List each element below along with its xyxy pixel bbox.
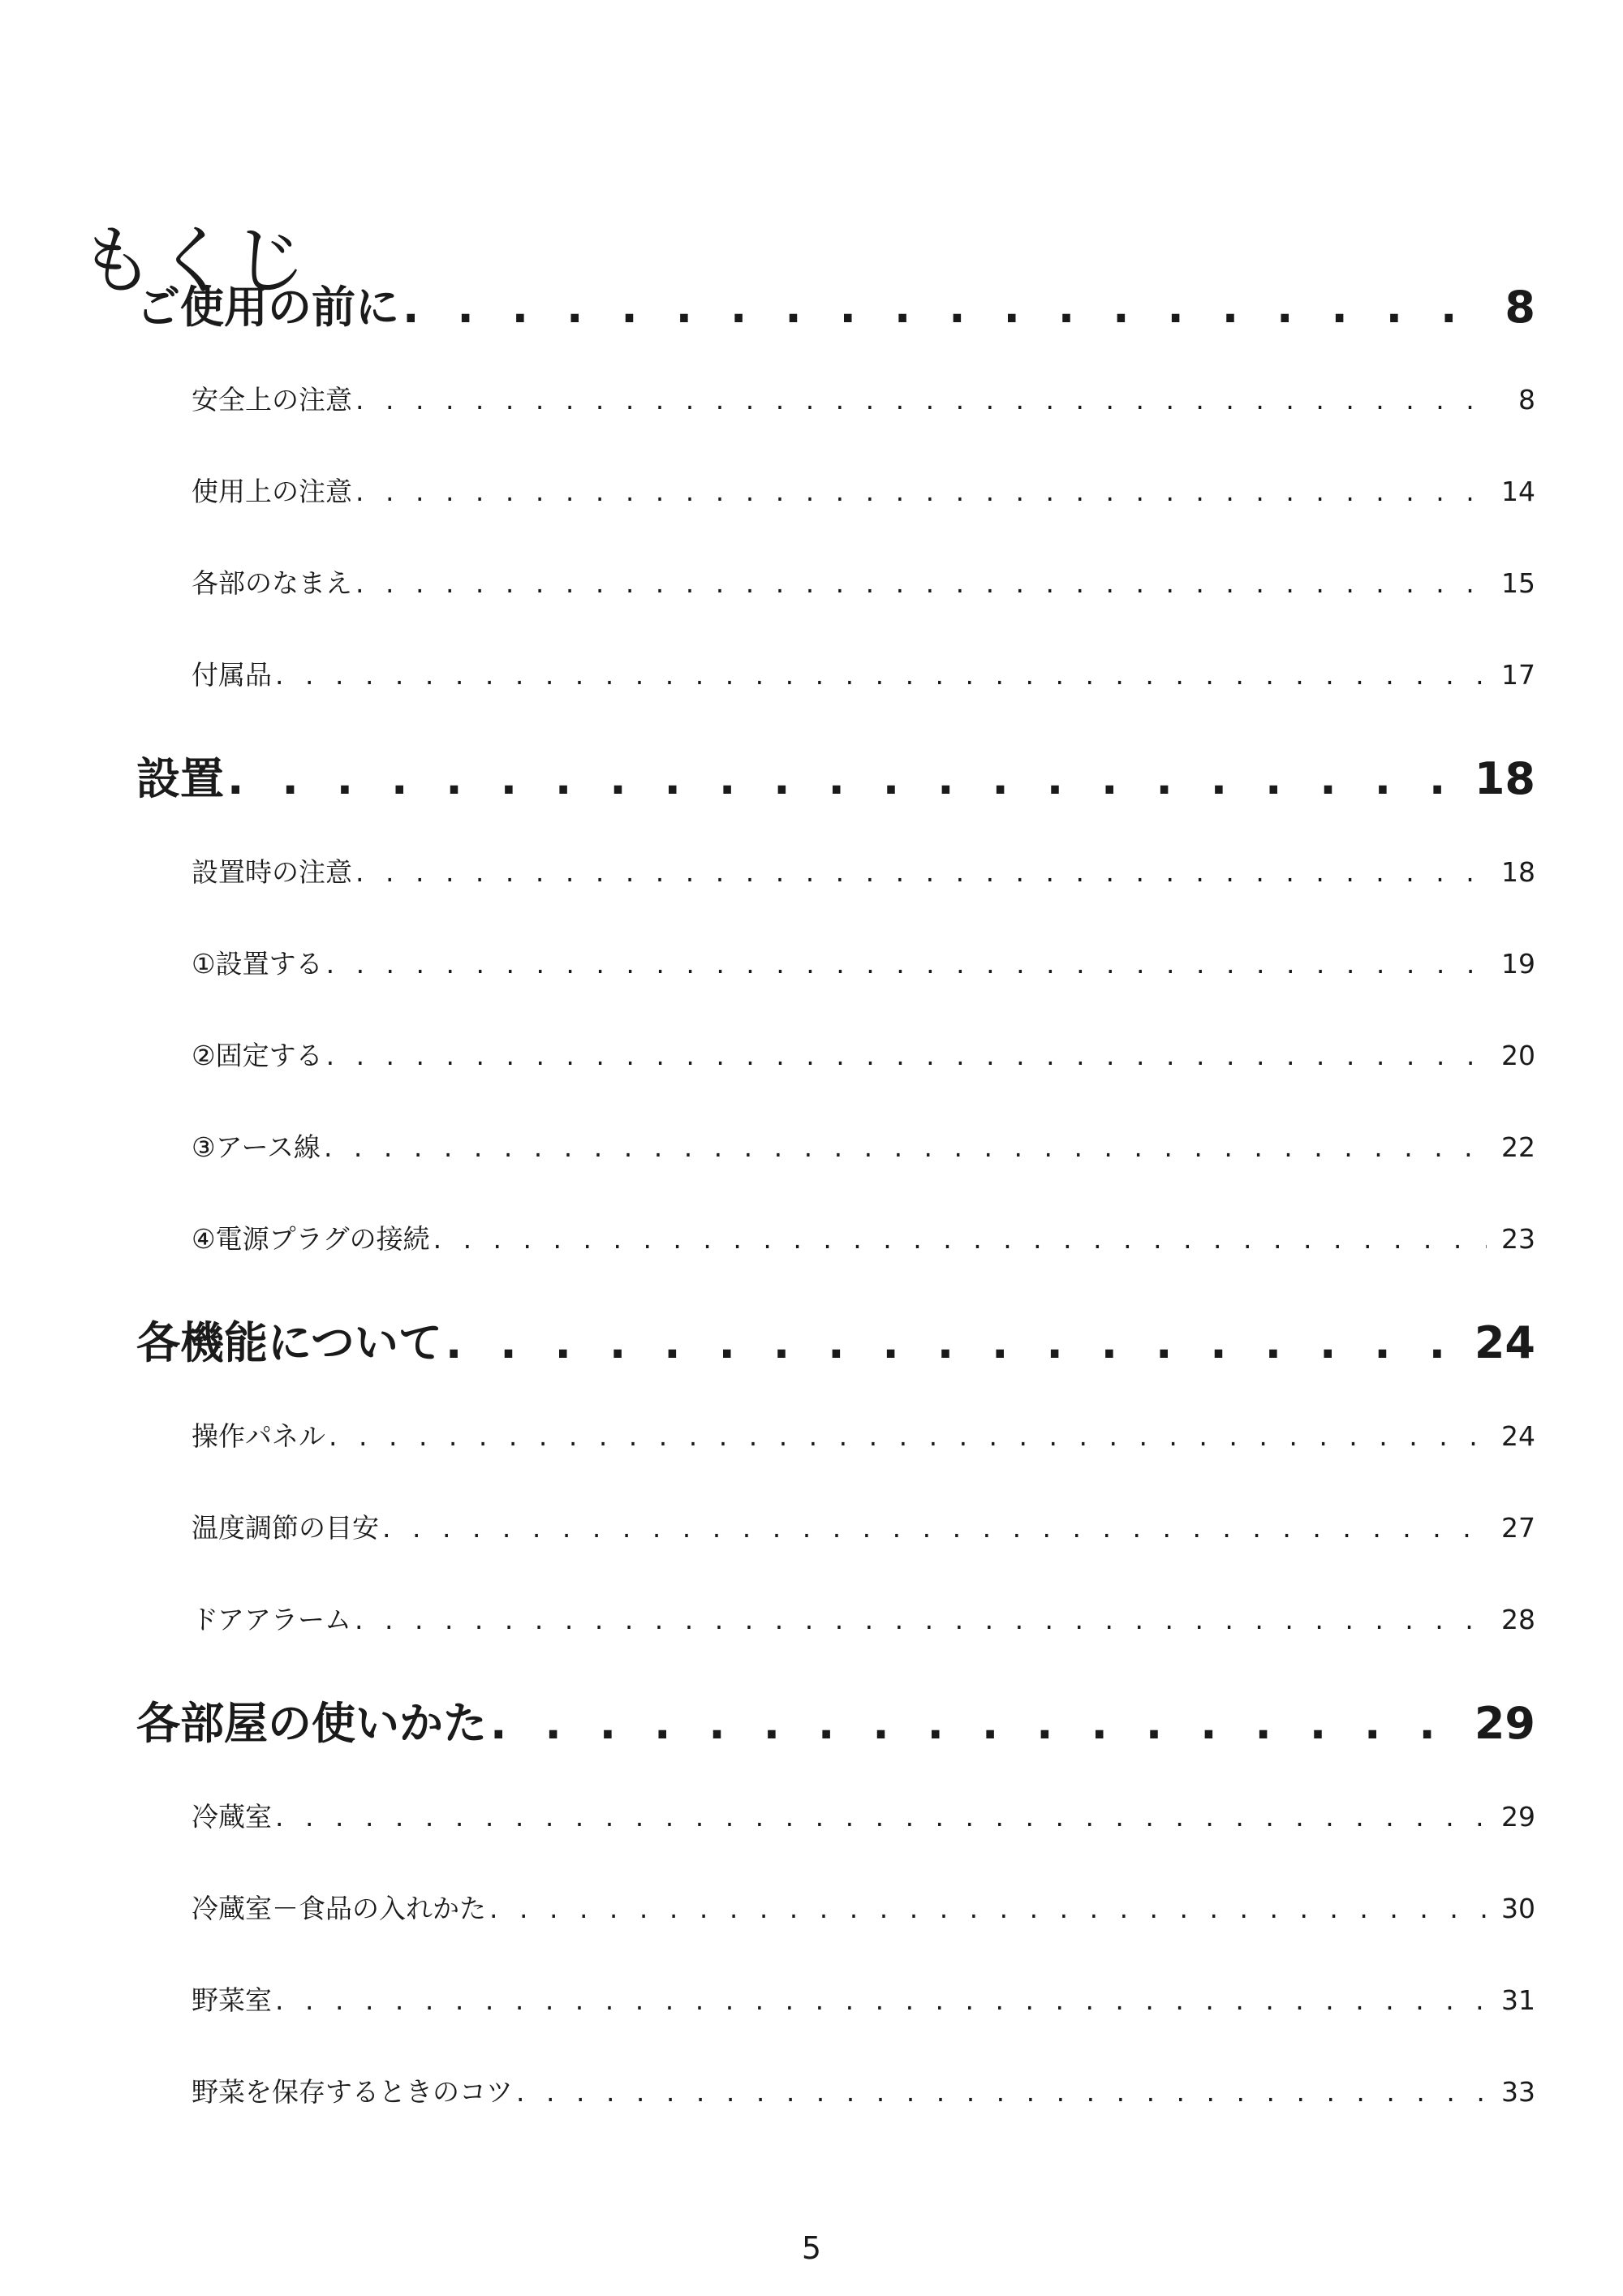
toc-item-title: ③アース線	[192, 1131, 321, 1163]
dot-leader	[446, 1317, 1460, 1368]
toc-item[interactable]	[192, 1599, 1535, 1648]
toc-item-title: ドアアラーム	[192, 1604, 352, 1635]
toc-item-title: 安全上の注意	[192, 384, 352, 416]
toc-item[interactable]	[192, 1218, 1535, 1267]
toc-item[interactable]	[192, 562, 1535, 611]
toc-item-page: 33	[1501, 2076, 1535, 2108]
toc-item[interactable]	[192, 1888, 1535, 1936]
dot-leader	[355, 1604, 1487, 1635]
toc-item[interactable]	[192, 943, 1535, 992]
toc-item-page: 24	[1501, 1420, 1535, 1452]
toc-item-title: 操作パネル	[192, 1420, 325, 1452]
toc-section-title: 設置	[136, 753, 224, 804]
toc-item-title: 冷蔵室	[192, 1801, 272, 1833]
toc-item-title: 冷蔵室－食品の入れかた	[192, 1893, 486, 1924]
toc-section[interactable]	[136, 1689, 1535, 1762]
toc-item[interactable]	[192, 654, 1535, 703]
toc-item[interactable]	[192, 1126, 1535, 1175]
dot-leader	[355, 384, 1488, 416]
toc-item-title: 付属品	[192, 659, 272, 691]
page-number: 5	[801, 2230, 822, 2266]
toc-item-page: 19	[1501, 948, 1535, 980]
toc-item-page: 8	[1518, 384, 1535, 416]
toc-item[interactable]	[192, 1979, 1535, 2028]
dot-leader	[275, 659, 1487, 691]
toc-section-page: 18	[1474, 753, 1535, 804]
dot-leader	[329, 1420, 1487, 1452]
toc-item[interactable]	[192, 379, 1535, 428]
dot-leader	[324, 1131, 1487, 1163]
toc-item-page: 28	[1501, 1604, 1535, 1635]
dot-leader	[516, 2076, 1487, 2108]
toc-item-title: 設置時の注意	[192, 856, 352, 888]
dot-leader	[382, 1512, 1487, 1544]
toc-item-title: 使用上の注意	[192, 476, 352, 507]
page-title: もくじ	[80, 217, 309, 304]
toc-item-page: 31	[1501, 1984, 1535, 2016]
toc-section-page: 29	[1474, 1698, 1535, 1749]
toc-section-title: ご使用の前に	[136, 282, 399, 333]
toc-item-title: 野菜室	[192, 1984, 272, 2016]
toc-item-page: 23	[1501, 1223, 1535, 1255]
toc-item-title: 野菜を保存するときのコツ	[192, 2076, 513, 2108]
dot-leader	[227, 753, 1460, 804]
toc-section[interactable]	[136, 744, 1535, 817]
toc-item[interactable]	[192, 1796, 1535, 1845]
dot-leader	[490, 1698, 1460, 1749]
dot-leader	[275, 1801, 1487, 1833]
dot-leader	[489, 1893, 1487, 1924]
toc-item-page: 17	[1501, 659, 1535, 691]
toc-item-page: 18	[1501, 856, 1535, 888]
toc-item-title: ②固定する	[192, 1040, 323, 1071]
toc-item[interactable]	[192, 851, 1535, 900]
toc-item-page: 22	[1501, 1131, 1535, 1163]
toc-section-title: 各機能について	[136, 1317, 442, 1368]
toc-section[interactable]	[136, 273, 1535, 346]
toc-item-page: 29	[1501, 1801, 1535, 1833]
toc-section-page: 8	[1505, 282, 1535, 333]
toc-item[interactable]	[192, 1415, 1535, 1464]
dot-leader	[355, 856, 1487, 888]
toc-item-page: 30	[1501, 1893, 1535, 1924]
toc-item-title: ④電源プラグの接続	[192, 1223, 430, 1255]
toc-item-page: 14	[1501, 476, 1535, 507]
dot-leader	[275, 1984, 1487, 2016]
dot-leader	[326, 948, 1487, 980]
toc-item-page: 20	[1501, 1040, 1535, 1071]
toc-item-page: 15	[1501, 567, 1535, 599]
dot-leader	[433, 1223, 1487, 1255]
dot-leader	[355, 567, 1487, 599]
toc-item[interactable]	[192, 471, 1535, 519]
toc-item-title: ①設置する	[192, 948, 323, 980]
toc-section[interactable]	[136, 1308, 1535, 1381]
dot-leader	[326, 1040, 1487, 1071]
toc-item-title: 温度調節の目安	[192, 1512, 379, 1544]
toc-item[interactable]	[192, 2071, 1535, 2120]
toc-item[interactable]	[192, 1507, 1535, 1556]
dot-leader	[403, 282, 1488, 333]
toc-section-page: 24	[1474, 1317, 1535, 1368]
toc-section-title: 各部屋の使いかた	[136, 1698, 487, 1749]
toc-item[interactable]	[192, 1035, 1535, 1083]
dot-leader	[355, 476, 1487, 507]
toc-item-page: 27	[1501, 1512, 1535, 1544]
toc-item-title: 各部のなまえ	[192, 567, 352, 599]
